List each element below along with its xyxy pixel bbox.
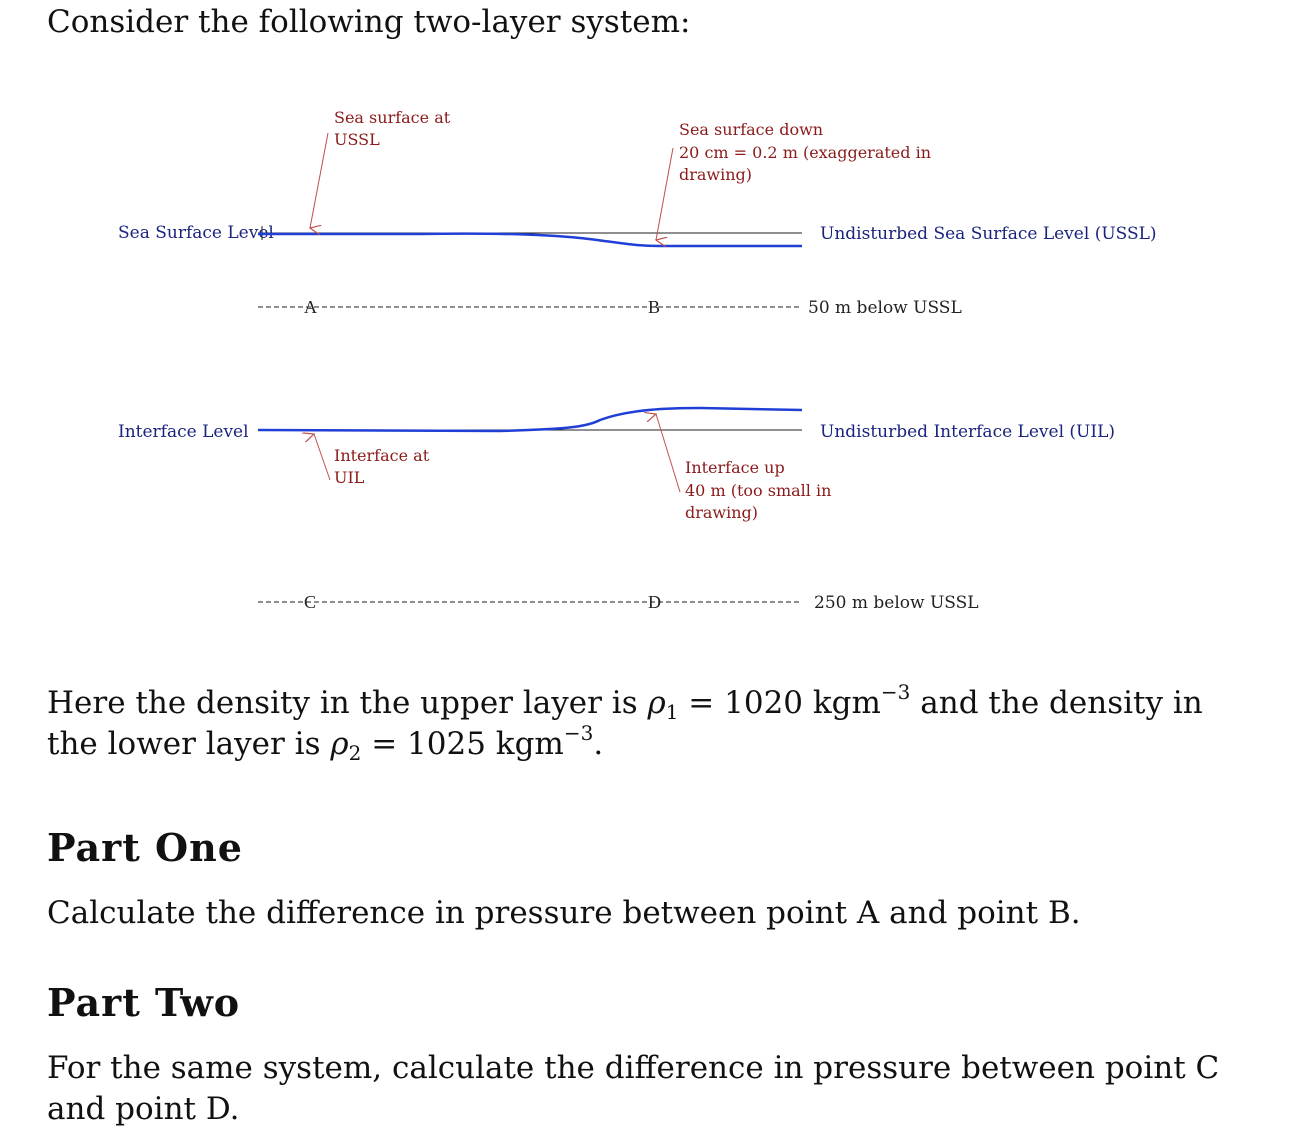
uil-label: Undisturbed Interface Level (UIL) (820, 422, 1116, 442)
point-c: C (304, 592, 317, 612)
ussl-label: Undisturbed Sea Surface Level (USSL) (820, 224, 1157, 244)
point-a: A (304, 297, 317, 317)
interface-level-label: Interface Level (118, 422, 249, 442)
part-one-question: Calculate the difference in pressure between point A and point B. (47, 895, 1081, 931)
rho2-equals: = (371, 726, 398, 762)
rho1-symbol: ρ (647, 685, 666, 721)
depth-250-label: 250 m below USSL (814, 593, 979, 613)
density-intro: Here the density in the upper layer is (47, 685, 638, 721)
part-two-heading: Part Two (47, 980, 241, 1025)
rho2-symbol: ρ (330, 726, 349, 762)
arrow-sea-surface-at (310, 133, 328, 228)
rho1-value: 1020 kgm (724, 685, 881, 721)
density-paragraph: Here the density in the upper layer is $\rho_1 = 1020$ kgm$^{-3}$ and the density in the lower layer is $\rho_2 = 1025$ kgm$^{-3}$. (47, 680, 1203, 765)
arrow-interface-at (314, 434, 330, 480)
sea-surface-level-label: Sea Surface Level (118, 223, 274, 243)
point-b: B (648, 297, 661, 317)
arrow-interface-up (656, 414, 680, 492)
depth-50-label: 50 m below USSL (808, 298, 962, 318)
part-one-heading: Part One (47, 825, 243, 870)
rho2-value: 1025 kgm (407, 726, 564, 762)
point-d: D (648, 592, 661, 612)
annotation-sea-surface-down: Sea surface down 20 cm = 0.2 m (exaggerated in drawing) (679, 120, 932, 184)
interface-line (258, 408, 802, 431)
rho2-exponent: −3 (563, 721, 594, 745)
rho1-subscript: 1 (665, 700, 679, 724)
rho1-exponent: −3 (880, 680, 911, 704)
rho1-equals: = (688, 685, 715, 721)
density-mid: and the density in the lower layer is (47, 685, 1203, 762)
two-layer-diagram (0, 80, 1297, 640)
intro-text: Consider the following two-layer system: (47, 4, 691, 40)
sea-surface-line (258, 234, 802, 246)
annotation-interface-up: Interface up 40 m (too small in drawing) (685, 458, 832, 522)
rho2-subscript: 2 (348, 741, 362, 765)
annotation-sea-surface-at: Sea surface at USSL (334, 108, 451, 149)
arrow-sea-surface-down (656, 148, 673, 240)
annotation-interface-at: Interface at UIL (334, 446, 430, 487)
part-two-question: For the same system, calculate the difference in pressure between point C and point D. (47, 1050, 1220, 1127)
